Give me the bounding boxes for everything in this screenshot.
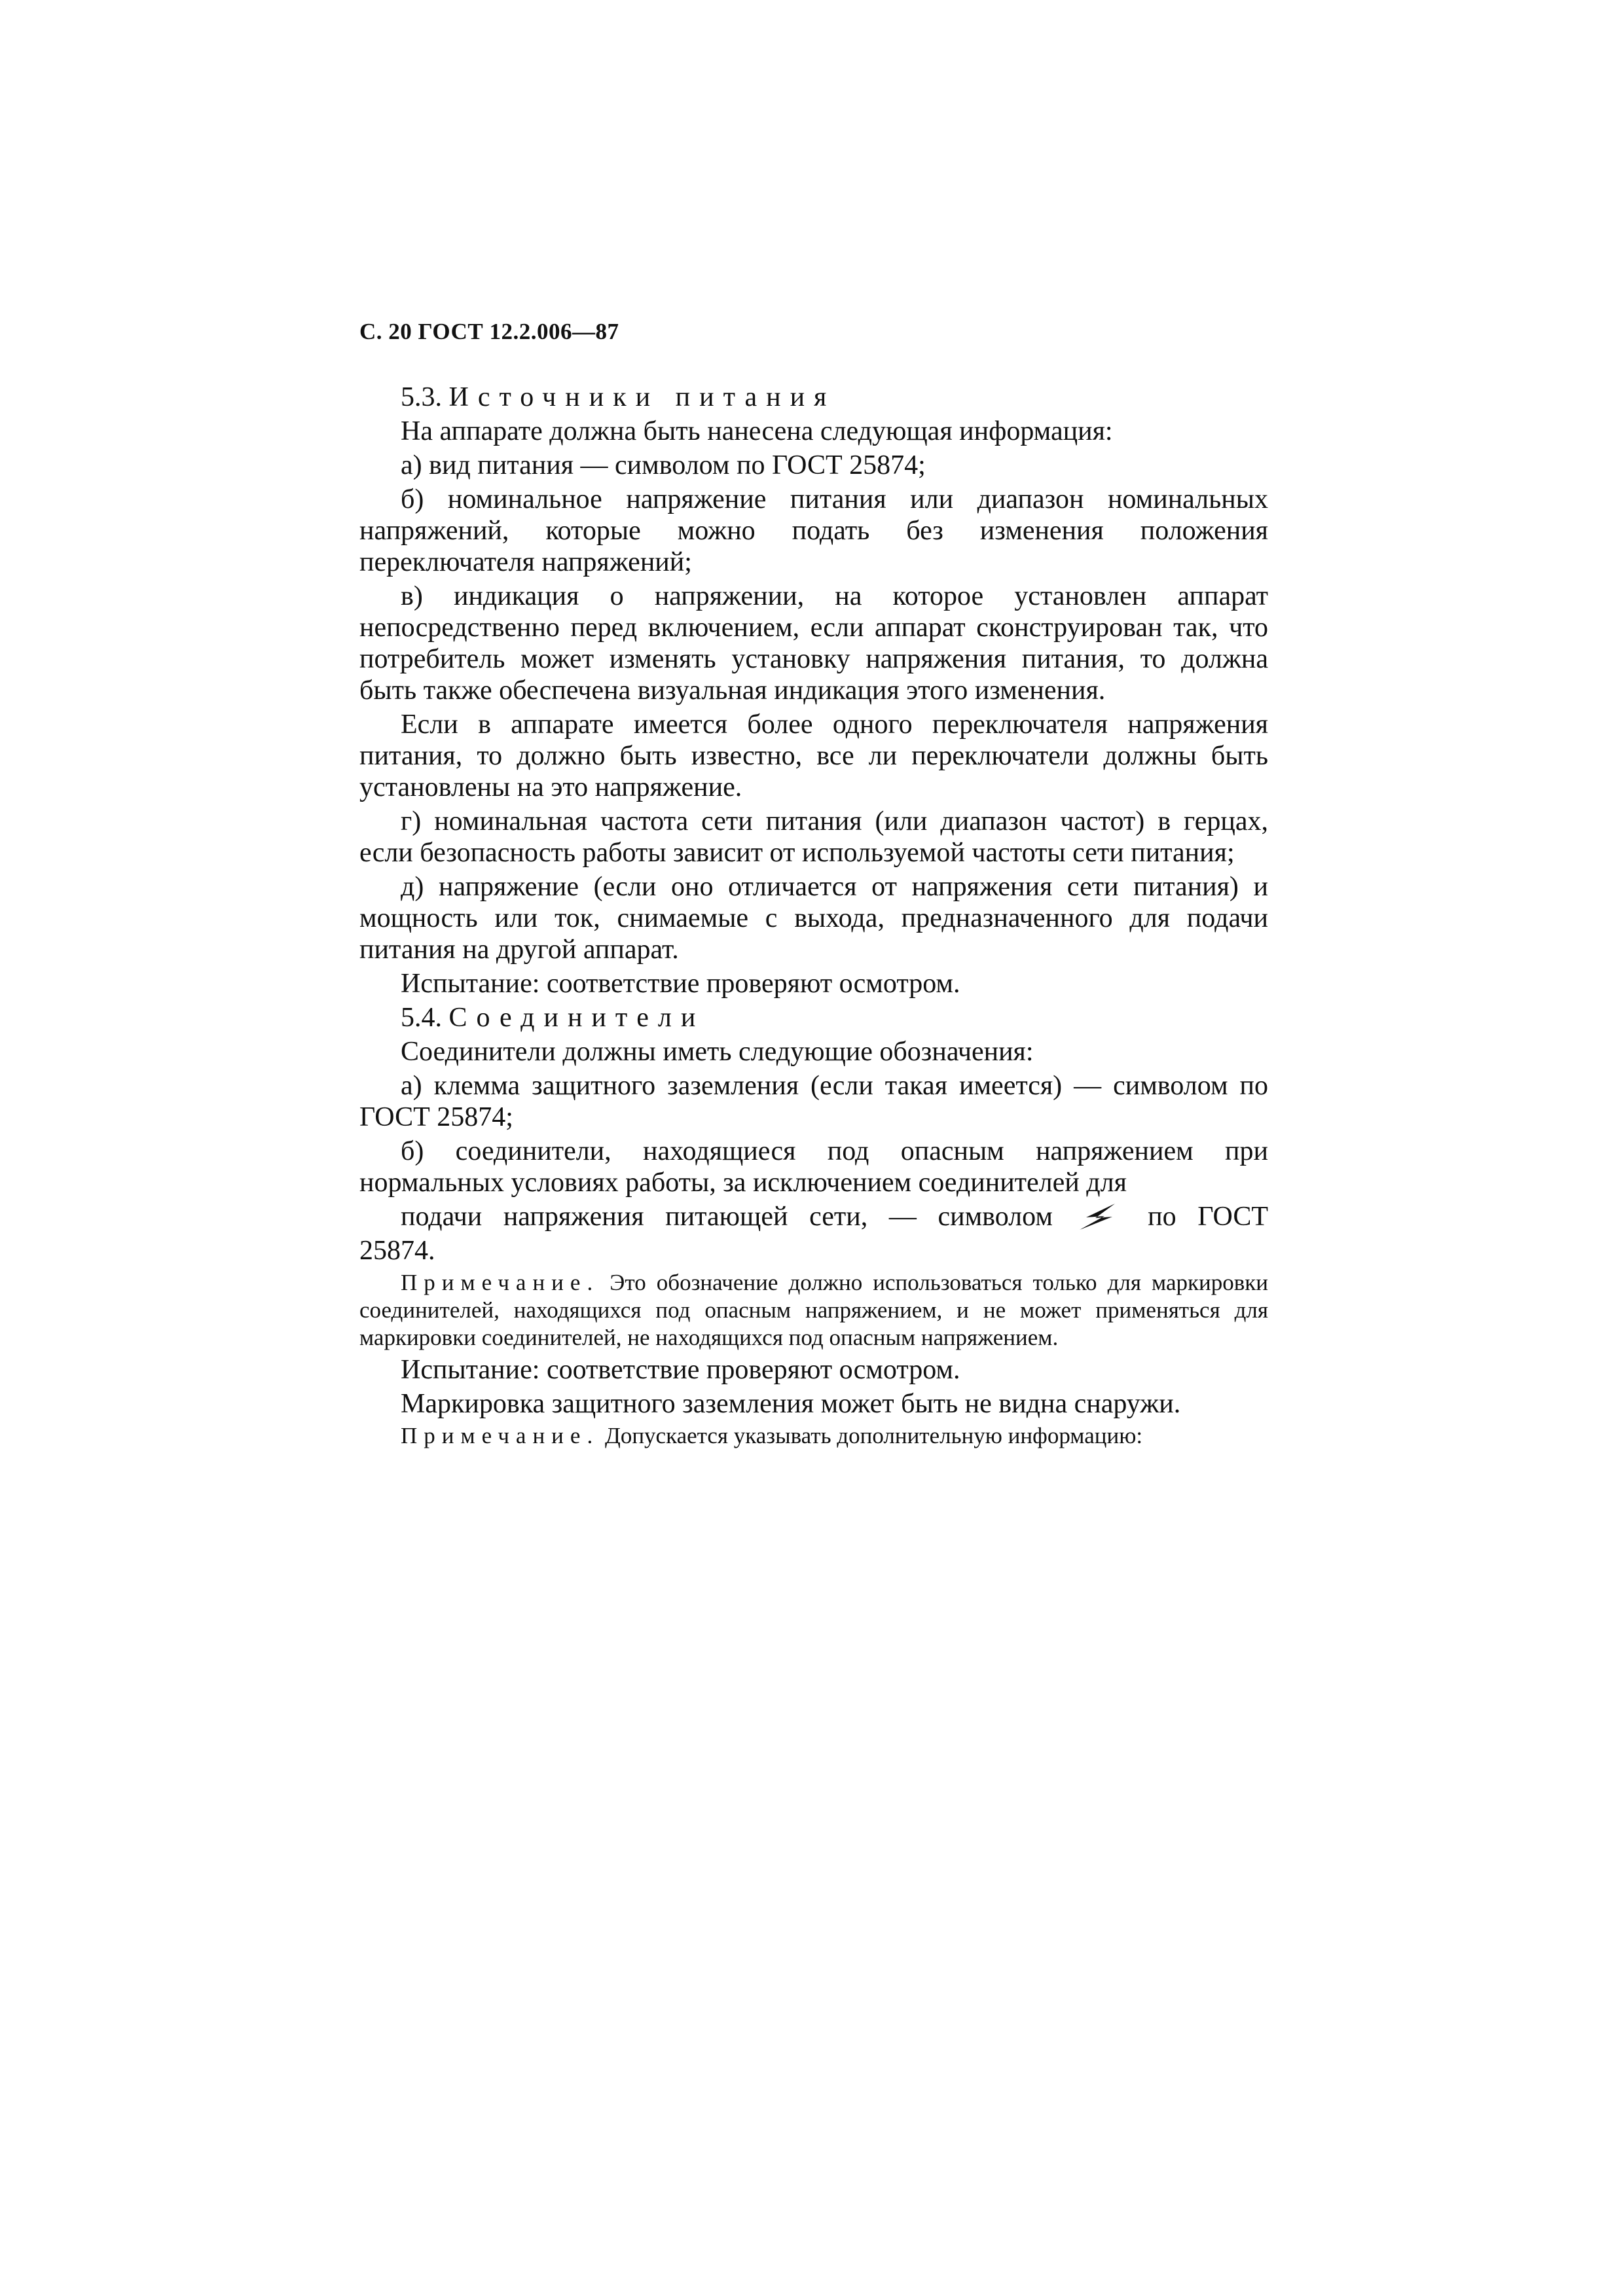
list-item-a: а) вид питания — символом по ГОСТ 25874;	[401, 450, 926, 480]
note-lead: Примечание.	[401, 1423, 600, 1448]
test-statement: Испытание: соответствие проверяют осмотром.	[401, 969, 960, 999]
list-item-b: б) соединители, находящиеся под опасным напряжением при нормальных условиях работы, за исключением соединителей для	[359, 1136, 1268, 1198]
paragraph: Соединители должны иметь следующие обозначения:	[401, 1037, 1034, 1067]
lightning-bolt-icon	[1074, 1202, 1127, 1232]
note	[359, 1422, 1268, 1450]
symbol-line	[359, 1201, 1268, 1232]
section-5-3-heading	[359, 382, 1268, 413]
symbol-line-right: по ГОСТ	[1148, 1202, 1269, 1232]
note	[359, 1269, 1268, 1352]
document-body	[359, 382, 1268, 1452]
section-number: 5.4.	[401, 1003, 442, 1033]
standard-number: 25874.	[359, 1236, 435, 1266]
page-header: С. 20 ГОСТ 12.2.006—87	[359, 319, 619, 344]
list-item-a: а) клемма защитного заземления (если такая имеется) — символом по ГОСТ 25874;	[359, 1071, 1268, 1132]
section-title: Соединители	[448, 1003, 705, 1033]
note-lead: Примечание.	[401, 1270, 600, 1295]
paragraph: На аппарате должна быть нанесена следующая информация:	[401, 416, 1113, 446]
list-item-g: г) номинальная частота сети питания (или диапазон частот) в герцах, если безопасность работы зависит от используемой частоты сети питания;	[359, 806, 1268, 868]
test-statement: Испытание: соответствие проверяют осмотром.	[401, 1355, 960, 1385]
paragraph: Маркировка защитного заземления может быть не видна снаружи.	[401, 1389, 1181, 1419]
paragraph: Если в аппарате имеется более одного переключателя напряжения питания, то должно быть известно, все ли переключатели должны быть установлены на это напряжение.	[359, 709, 1268, 802]
list-item-b: б) номинальное напряжение питания или диапазон номинальных напряжений, которые можно подать без изменения положения переключателя напряжений;	[359, 484, 1268, 577]
section-number: 5.3.	[401, 382, 442, 412]
symbol-line-left: подачи напряжения питающей сети, — символом	[401, 1202, 1053, 1232]
list-item-d: д) напряжение (если оно отличается от напряжения сети питания) и мощность или ток, снимаемые с выхода, предназначенного для подачи питания на другой аппарат.	[359, 872, 1268, 965]
note-text: Допускается указывать дополнительную информацию:	[604, 1423, 1143, 1448]
note-text: Это обозначение должно использоваться только для маркировки соединителей, находящихся под опасным напряжением, и не может применяться для маркировки соединителей, не находящихся под опасным напряжением.	[359, 1270, 1268, 1350]
section-title: Источники питания	[448, 382, 836, 412]
list-item-v: в) индикация о напряжении, на которое установлен аппарат непосредственно перед включением, если аппарат сконструирован так, что потребитель может изменять установку напряжения питания, то должна быть также обеспечена визуальная индикация этого изменения.	[359, 581, 1268, 706]
section-5-4-heading	[359, 1002, 1268, 1033]
